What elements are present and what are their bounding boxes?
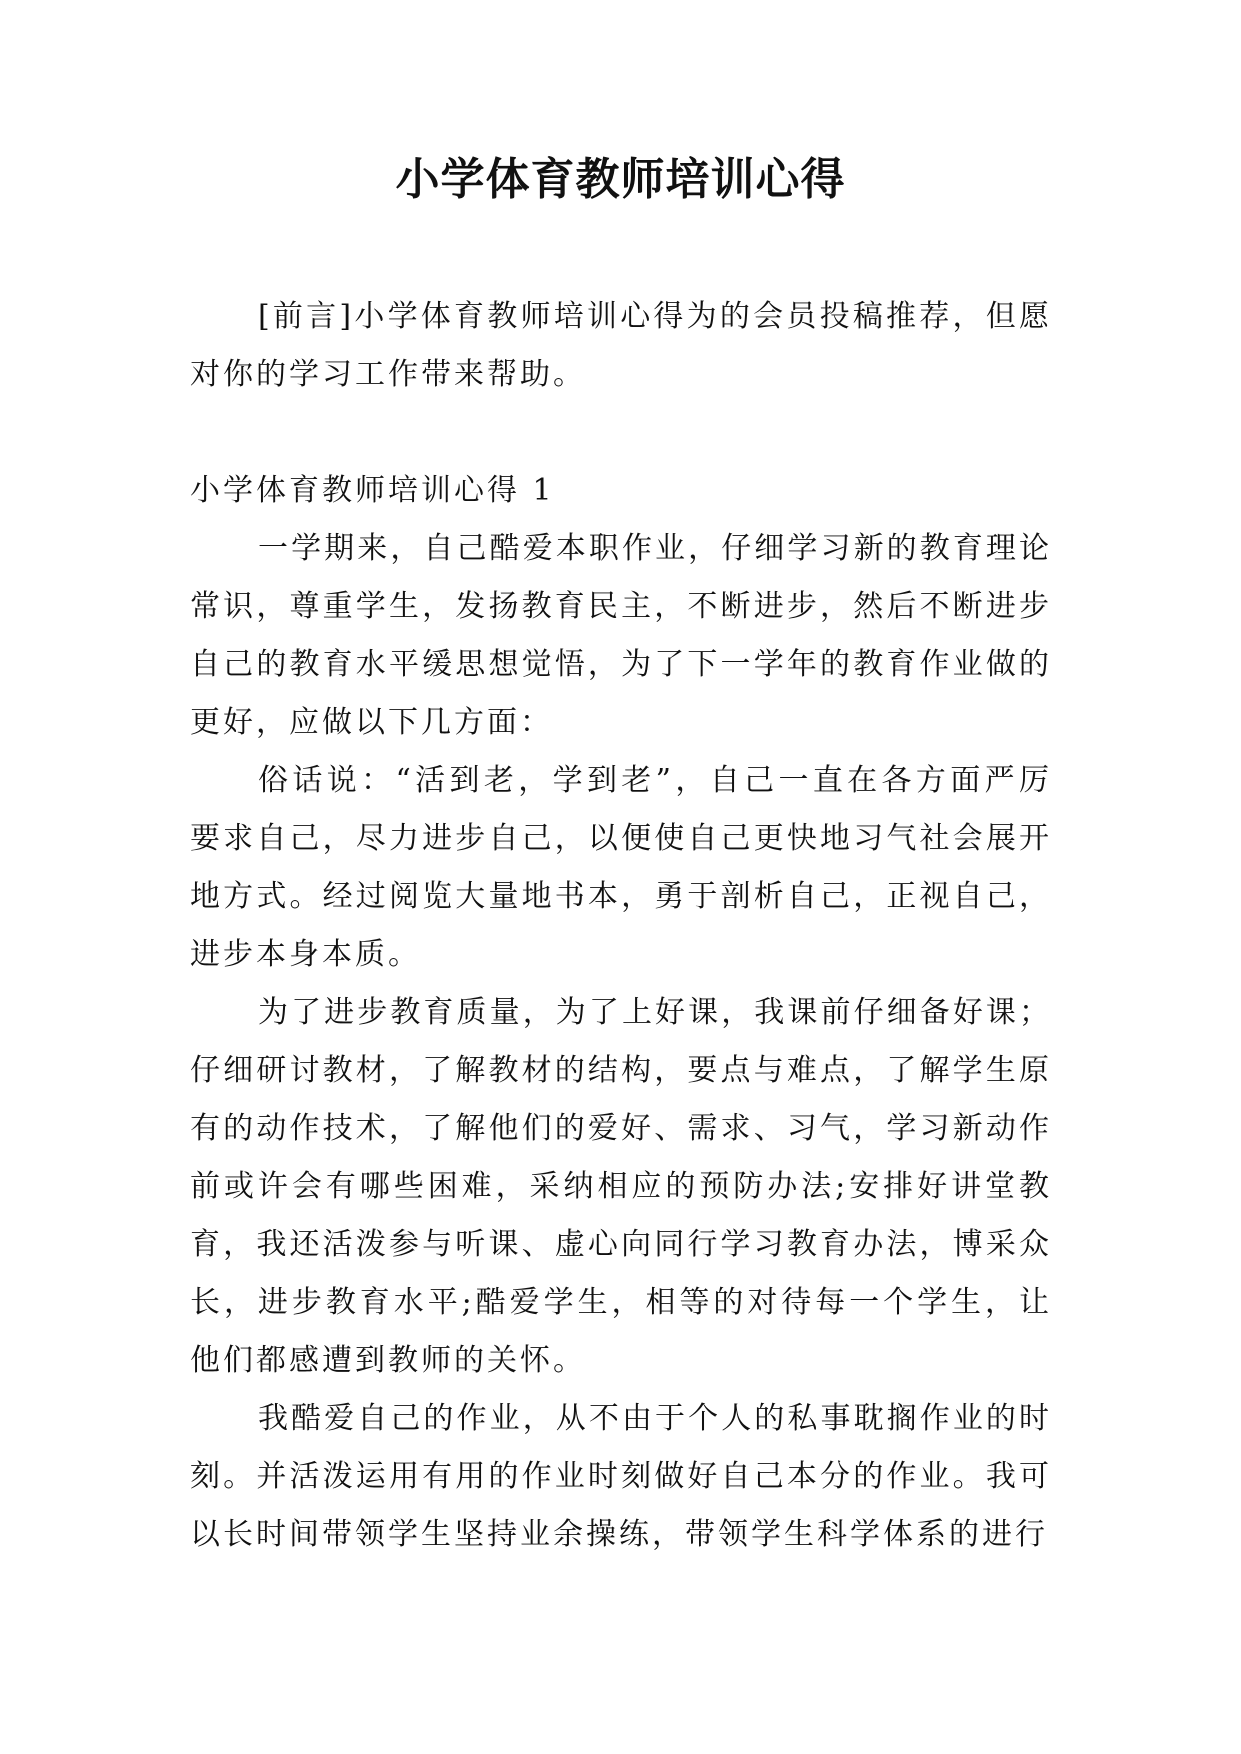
preface-block [190,288,1052,404]
body-paragraph: 俗话说：“活到老，学到老”，自己一直在各方面严厉要求自己，尽力进步自己，以便使自己更快地习气社会展开地方式。经过阅览大量地书本，勇于剖析自己，正视自己，进步本身本质。 [190,763,1052,972]
body-paragraph: 一学期来，自己酷爱本职作业，仔细学习新的教育理论常识，尊重学生，发扬教育民主，不断进步，然后不断进步自己的教育水平缓思想觉悟，为了下一学年的教育作业做的更好，应做以下几方面： [190,531,1052,740]
body-paragraph: 我酷爱自己的作业，从不由于个人的私事耽搁作业的时刻。并活泼运用有用的作业时刻做好自己本分的作业。我可以长时间带领学生坚持业余操练，带领学生科学体系的进行 [190,1401,1052,1552]
preface-paragraph: [前言]小学体育教师培训心得为的会员投稿推荐，但愿对你的学习工作带来帮助。 [190,299,1052,392]
document-title: 小学体育教师培训心得 [395,154,846,205]
body-paragraph: 为了进步教育质量，为了上好课，我课前仔细备好课；仔细研讨教材，了解教材的结构，要点与难点，了解学生原有的动作技术，了解他们的爱好、需求、习气，学习新动作前或许会有哪些困难，采纳相应的预防办法;安排好讲堂教育，我还活泼参与听课、虚心向同行学习教育办法，博采众长，进步教育水平;酷爱学生，相等的对待每一个学生，让他们都感遭到教师的关怀。 [190,995,1052,1378]
section-body [190,520,1052,1564]
section-heading: 小学体育教师培训心得 1 [190,473,555,508]
